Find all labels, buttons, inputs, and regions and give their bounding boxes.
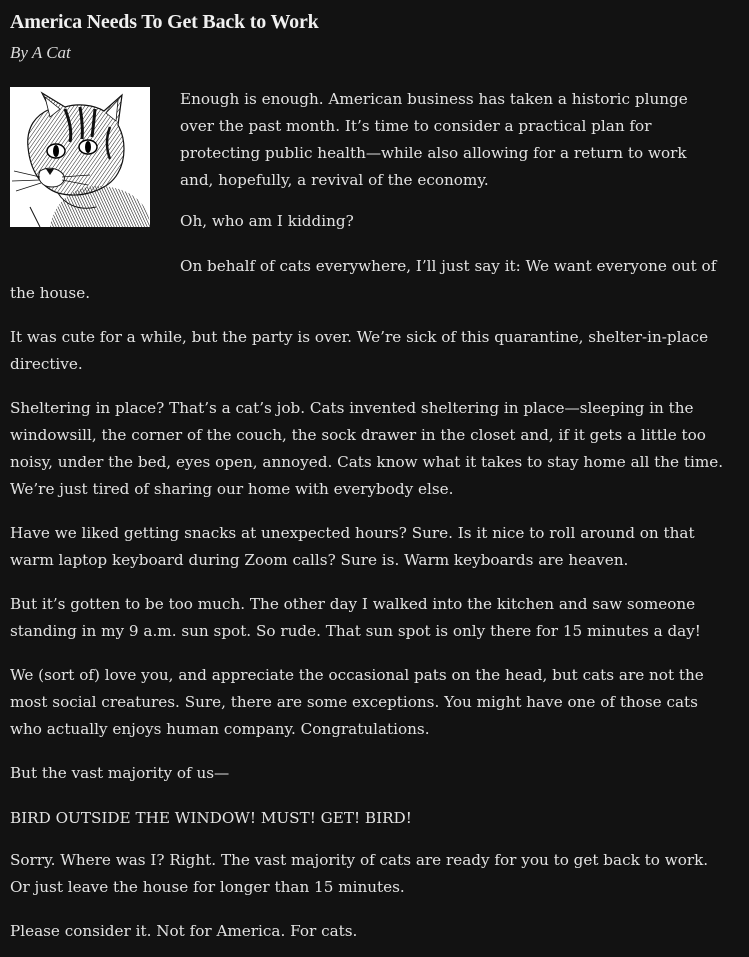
paragraph-line: Please consider it. Not for America. For cats.: [10, 922, 358, 940]
paragraph-line: Sheltering in place? That’s a cat’s job. Cats invented sheltering in place—sleeping in the: [10, 399, 694, 417]
paragraph-line: Or just leave the house for longer than 15 minutes.: [10, 878, 405, 896]
paragraph-line: Enough is enough. American business has taken a historic plunge: [180, 90, 688, 108]
paragraph-line: On behalf of cats everywhere, I’ll just say it: We want everyone out of: [180, 257, 717, 275]
paragraph-line: Sorry. Where was I? Right. The vast majority of cats are ready for you to get back to work.: [10, 851, 709, 869]
article-title: America Needs To Get Back to Work: [10, 11, 319, 33]
article-paragraph: [0, 805, 412, 832]
paragraph-line: the house.: [10, 284, 91, 302]
paragraph-line: windowsill, the corner of the couch, the sock drawer in the closet and, if it gets a little too: [10, 426, 706, 444]
article-byline: By A Cat: [10, 43, 71, 62]
article-paragraph: [0, 760, 229, 787]
article-paragraph: [0, 86, 688, 194]
paragraph-line: But it’s gotten to be too much. The other day I walked into the kitchen and saw someone: [10, 595, 696, 613]
paragraph-line: It was cute for a while, but the party is over. We’re sick of this quarantine, shelter-in-place: [10, 328, 709, 346]
article-paragraph: [0, 591, 701, 645]
paragraph-line: But the vast majority of us—: [10, 764, 230, 782]
article-paragraph: [0, 395, 723, 503]
paragraph-line: protecting public health—while also allowing for a return to work: [180, 144, 687, 162]
paragraph-line: standing in my 9 a.m. sun spot. So rude. That sun spot is only there for 15 minutes a day!: [10, 622, 701, 640]
paragraph-line: We’re just tired of sharing our home with everybody else.: [10, 480, 454, 498]
paragraph-line: Oh, who am I kidding?: [180, 212, 354, 230]
article-paragraph: [0, 253, 716, 307]
paragraph-line: warm laptop keyboard during Zoom calls? Sure is. Warm keyboards are heaven.: [10, 551, 629, 569]
paragraph-line: who actually enjoys human company. Congratulations.: [10, 720, 430, 738]
article-paragraph: [0, 520, 695, 574]
article-paragraph: [0, 847, 708, 901]
article-paragraph: [0, 662, 704, 743]
paragraph-line: noisy, under the bed, eyes open, annoyed. Cats know what it takes to stay home all the time.: [10, 453, 724, 471]
paragraph-line: BIRD OUTSIDE THE WINDOW! MUST! GET! BIRD!: [10, 809, 412, 827]
paragraph-line: most social creatures. Sure, there are some exceptions. You might have one of those cats: [10, 693, 698, 711]
paragraph-line: We (sort of) love you, and appreciate the occasional pats on the head, but cats are not the: [10, 666, 704, 684]
article-paragraph: [0, 324, 708, 378]
paragraph-line: Have we liked getting snacks at unexpected hours? Sure. Is it nice to roll around on that: [10, 524, 695, 542]
paragraph-line: over the past month. It’s time to consider a practical plan for: [180, 117, 652, 135]
article-paragraph: [0, 918, 357, 945]
article-paragraph: [0, 208, 354, 235]
paragraph-line: and, hopefully, a revival of the economy.: [180, 171, 489, 189]
paragraph-line: directive.: [10, 355, 83, 373]
